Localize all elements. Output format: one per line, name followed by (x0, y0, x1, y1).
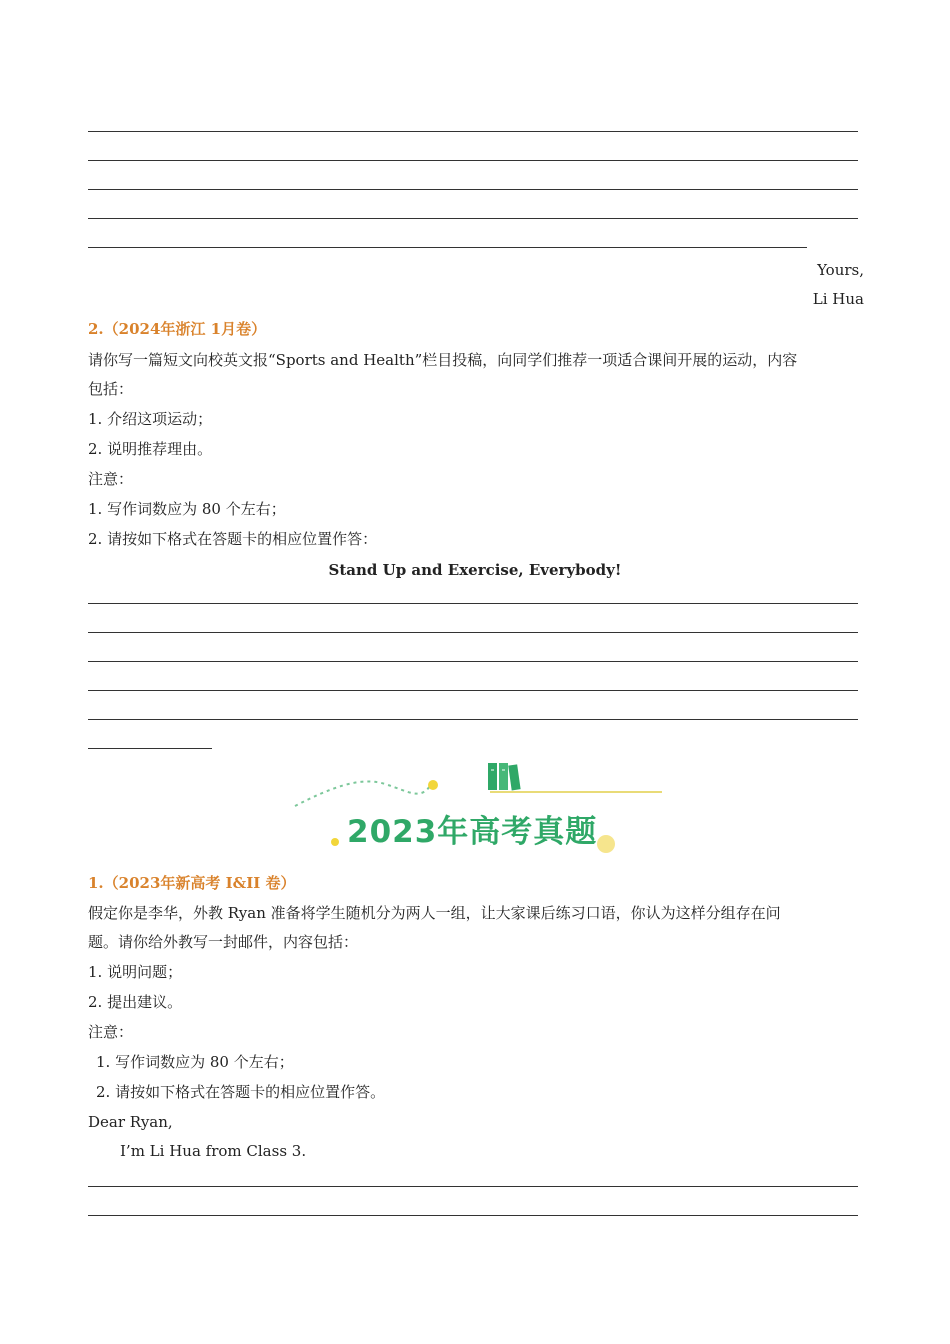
prompt-line: 题。请你给外教写一封邮件，内容包括： (88, 933, 359, 951)
section-banner (290, 758, 670, 858)
note-label: 注意： (88, 470, 134, 488)
question-heading: 2.（2024年浙江 1月卷） (88, 320, 267, 338)
note-item: 1. 写作词数应为 80 个左右； (88, 500, 286, 518)
yellow-dot (428, 780, 438, 790)
prompt-line: 包括： (88, 380, 134, 398)
prompt-line: 假定你是李华，外教 Ryan 准备将学生随机分为两人一组，让大家课后练习口语，你认为这样分组存在问 (88, 904, 781, 922)
letter-signature: Li Hua (812, 290, 864, 308)
answer-line (88, 661, 858, 662)
prompt-line: 请你写一篇短文向校英文报“Sports and Health”栏目投稿，向同学们推荐一项适合课间开展的运动，内容 (88, 351, 798, 369)
answer-line (88, 603, 858, 604)
yellow-dot (331, 838, 339, 846)
answer-line (88, 632, 858, 633)
content-point: 1. 说明问题； (88, 963, 183, 981)
letter-opening: I’m Li Hua from Class 3. (120, 1142, 307, 1160)
letter-closing: Yours, (817, 261, 864, 279)
answer-line (88, 748, 212, 749)
yellow-dot (597, 835, 615, 853)
letter-salutation: Dear Ryan, (88, 1113, 173, 1131)
answer-line (88, 189, 858, 190)
content-point: 2. 提出建议。 (88, 993, 183, 1011)
question-heading: 1.（2023年新高考 I&II 卷） (88, 874, 296, 892)
books-icon (488, 763, 521, 790)
dotted-path (295, 781, 430, 806)
answer-line (88, 160, 858, 161)
answer-line (88, 247, 807, 248)
content-point: 1. 介绍这项运动； (88, 410, 213, 428)
essay-title: Stand Up and Exercise, Everybody! (328, 561, 622, 579)
answer-line (88, 218, 858, 219)
answer-line (88, 1215, 858, 1216)
answer-line (88, 719, 858, 720)
content-point: 2. 说明推荐理由。 (88, 440, 213, 458)
banner-title: 2023年高考真题 (347, 814, 598, 850)
answer-line (88, 131, 858, 132)
note-item: 2. 请按如下格式在答题卡的相应位置作答。 (96, 1083, 386, 1101)
note-item: 1. 写作词数应为 80 个左右； (96, 1053, 294, 1071)
note-label: 注意： (88, 1023, 134, 1041)
note-item: 2. 请按如下格式在答题卡的相应位置作答： (88, 530, 378, 548)
answer-line (88, 690, 858, 691)
answer-line (88, 1186, 858, 1187)
